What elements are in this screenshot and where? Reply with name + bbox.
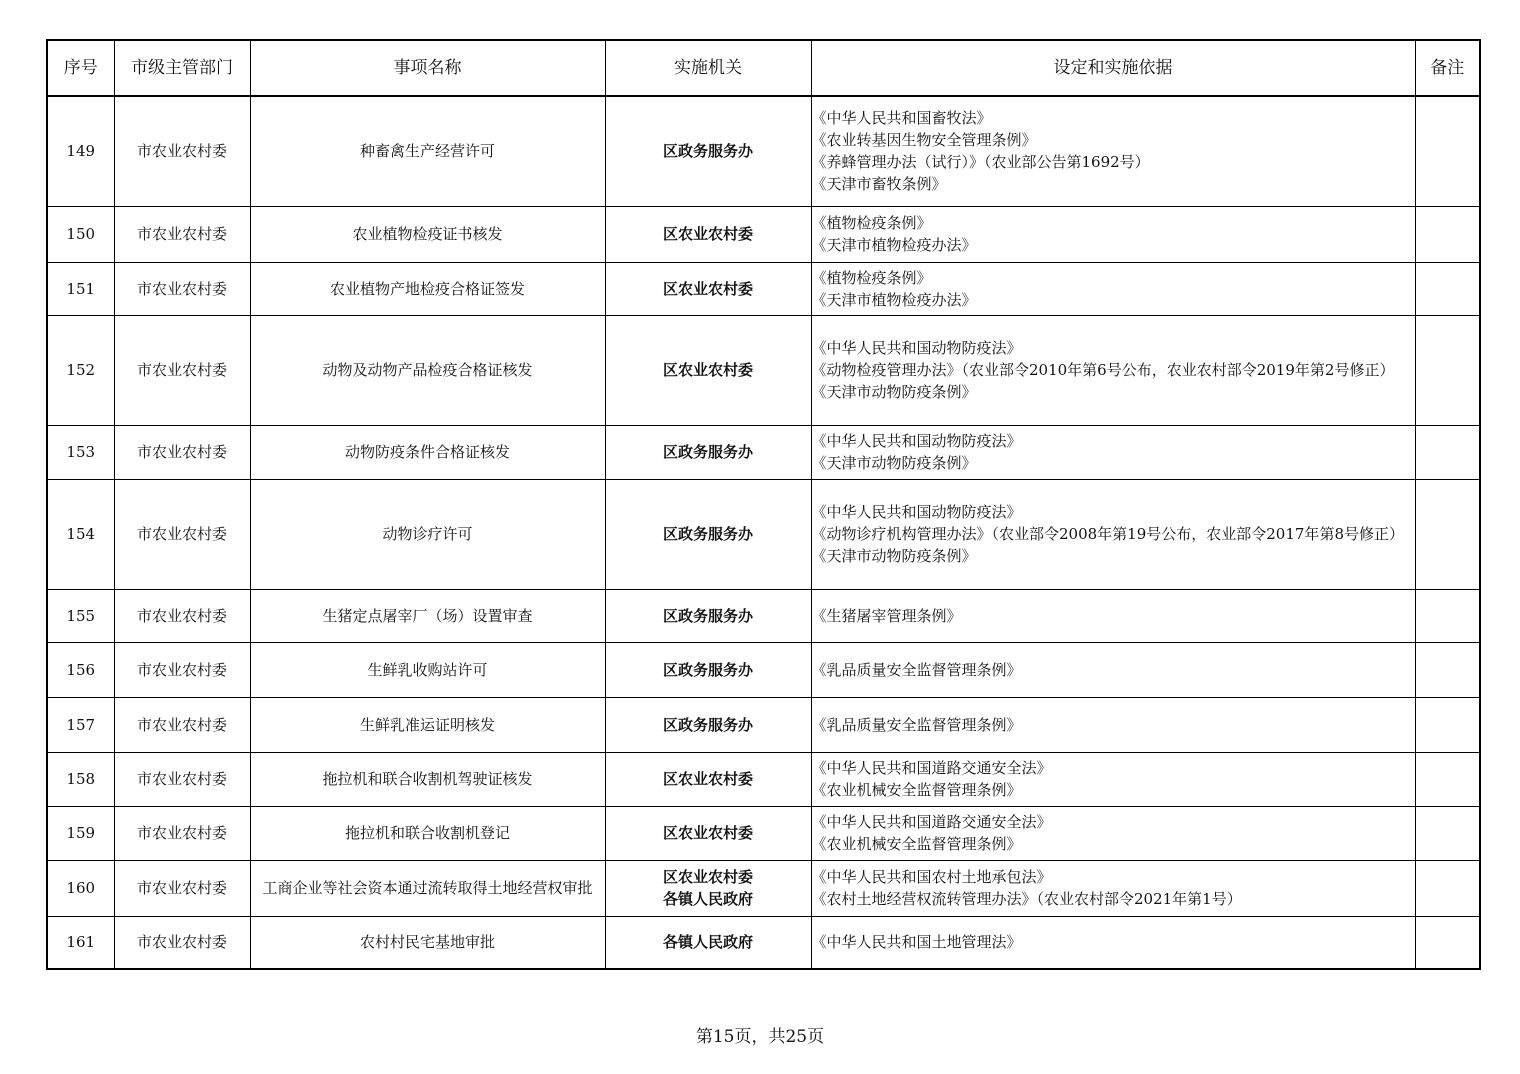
basis-line: 《动物诊疗机构管理办法》（农业部令2008年第19号公布，农业部令2017年第8号修正） [811, 525, 1404, 543]
row-note [1415, 206, 1480, 262]
basis-line: 《生猪屠宰管理条例》 [811, 606, 962, 625]
basis-line: 《中华人民共和国畜牧法》 [811, 109, 992, 128]
row-note [1415, 806, 1480, 860]
basis-line: 《天津市植物检疫办法》 [811, 290, 977, 309]
row-number: 149 [47, 96, 114, 206]
row-item-name: 动物防疫条件合格证核发 [250, 425, 605, 479]
row-number: 150 [47, 206, 114, 262]
row-number: 158 [47, 752, 114, 806]
row-item-name: 拖拉机和联合收割机驾驶证核发 [250, 752, 605, 806]
row-implementer [605, 642, 811, 697]
table-row [47, 262, 1480, 315]
row-implementer [605, 96, 811, 206]
basis-line: 《中华人民共和国动物防疫法》 [811, 339, 1022, 357]
basis-line: 《中华人民共和国动物防疫法》 [811, 432, 1022, 450]
basis-line: 《天津市动物防疫条例》 [811, 547, 977, 565]
row-implementer [605, 806, 811, 860]
table-row [47, 425, 1480, 479]
table-row [47, 315, 1480, 425]
basis-line: 《养蜂管理办法（试行）》（农业部公告第1692号） [811, 153, 1150, 172]
implementer-line: 区农业农村委 [662, 770, 753, 788]
row-implementer [605, 315, 811, 425]
implementer-line: 区政务服务办 [662, 142, 753, 161]
basis-line: 《动物检疫管理办法》（农业部令2010年第6号公布，农业农村部令2019年第2号修正） [811, 361, 1395, 379]
implementer-line: 区政务服务办 [662, 443, 753, 461]
table-row [47, 752, 1480, 806]
row-implementer [605, 752, 811, 806]
basis-line: 《乳品质量安全监督管理条例》 [811, 660, 1022, 679]
row-basis [811, 479, 1415, 589]
row-dept: 市农业农村委 [114, 916, 250, 969]
row-implementer [605, 860, 811, 916]
row-dept: 市农业农村委 [114, 479, 250, 589]
implementer-line: 区农业农村委 [662, 868, 753, 886]
row-implementer [605, 262, 811, 315]
basis-line: 《乳品质量安全监督管理条例》 [811, 715, 1022, 734]
basis-line: 《天津市畜牧条例》 [811, 175, 947, 194]
row-basis [811, 206, 1415, 262]
row-dept: 市农业农村委 [114, 206, 250, 262]
row-implementer [605, 425, 811, 479]
row-note [1415, 916, 1480, 969]
row-basis [811, 96, 1415, 206]
basis-line: 《中华人民共和国动物防疫法》 [811, 503, 1022, 521]
row-item-name: 工商企业等社会资本通过流转取得土地经营权审批 [250, 860, 605, 916]
row-item-name: 农村村民宅基地审批 [250, 916, 605, 969]
row-implementer [605, 697, 811, 752]
basis-line: 《农业机械安全监督管理条例》 [811, 835, 1022, 853]
basis-line: 《农村土地经营权流转管理办法》（农业农村部令2021年第1号） [811, 890, 1242, 908]
basis-line: 《中华人民共和国农村土地承包法》 [811, 868, 1052, 886]
row-item-name: 种畜禽生产经营许可 [250, 96, 605, 206]
row-number: 153 [47, 425, 114, 479]
basis-line: 《植物检疫条例》 [811, 214, 932, 232]
row-number: 160 [47, 860, 114, 916]
row-note [1415, 752, 1480, 806]
permit-table [46, 39, 1481, 970]
basis-line: 《中华人民共和国土地管理法》 [811, 933, 1022, 952]
row-item-name: 动物及动物产品检疫合格证核发 [250, 315, 605, 425]
implementer-line: 区政务服务办 [662, 660, 753, 679]
row-implementer [605, 206, 811, 262]
row-implementer [605, 916, 811, 969]
row-basis [811, 916, 1415, 969]
basis-line: 《天津市动物防疫条例》 [811, 383, 977, 401]
implementer-line: 区农业农村委 [662, 225, 753, 243]
table-row [47, 860, 1480, 916]
row-dept: 市农业农村委 [114, 589, 250, 642]
col-header-no: 序号 [47, 40, 114, 96]
row-number: 152 [47, 315, 114, 425]
col-header-item: 事项名称 [250, 40, 605, 96]
table-row [47, 589, 1480, 642]
basis-line: 《农业机械安全监督管理条例》 [811, 781, 1022, 799]
row-number: 155 [47, 589, 114, 642]
row-dept: 市农业农村委 [114, 806, 250, 860]
row-basis [811, 315, 1415, 425]
row-item-name: 动物诊疗许可 [250, 479, 605, 589]
row-note [1415, 642, 1480, 697]
row-basis [811, 589, 1415, 642]
header-row [47, 40, 1480, 96]
row-number: 157 [47, 697, 114, 752]
row-dept: 市农业农村委 [114, 860, 250, 916]
basis-line: 《天津市植物检疫办法》 [811, 236, 977, 254]
basis-line: 《农业转基因生物安全管理条例》 [811, 131, 1037, 150]
col-header-basis: 设定和实施依据 [811, 40, 1415, 96]
row-dept: 市农业农村委 [114, 752, 250, 806]
row-number: 159 [47, 806, 114, 860]
row-dept: 市农业农村委 [114, 315, 250, 425]
col-header-note: 备注 [1415, 40, 1480, 96]
row-number: 154 [47, 479, 114, 589]
row-dept: 市农业农村委 [114, 642, 250, 697]
page-footer: 第15页，共25页 [695, 1027, 825, 1047]
row-number: 161 [47, 916, 114, 969]
row-note [1415, 697, 1480, 752]
row-dept: 市农业农村委 [114, 96, 250, 206]
row-basis [811, 262, 1415, 315]
implementer-line: 各镇人民政府 [662, 933, 753, 952]
implementer-line: 区农业农村委 [662, 361, 753, 379]
basis-line: 《植物检疫条例》 [811, 268, 932, 287]
row-item-name: 生鲜乳收购站许可 [250, 642, 605, 697]
row-dept: 市农业农村委 [114, 697, 250, 752]
basis-line: 《中华人民共和国道路交通安全法》 [811, 813, 1052, 831]
implementer-line: 区政务服务办 [662, 606, 753, 625]
row-dept: 市农业农村委 [114, 262, 250, 315]
implementer-line: 区政务服务办 [662, 715, 753, 734]
row-basis [811, 642, 1415, 697]
row-note [1415, 479, 1480, 589]
row-number: 156 [47, 642, 114, 697]
table-row [47, 206, 1480, 262]
row-basis [811, 806, 1415, 860]
row-note [1415, 425, 1480, 479]
table-body [47, 96, 1480, 969]
row-dept: 市农业农村委 [114, 425, 250, 479]
implementer-line: 区农业农村委 [662, 824, 753, 842]
row-item-name: 生猪定点屠宰厂（场）设置审查 [250, 589, 605, 642]
table-row [47, 806, 1480, 860]
row-note [1415, 315, 1480, 425]
row-basis [811, 860, 1415, 916]
table-row [47, 916, 1480, 969]
row-note [1415, 262, 1480, 315]
row-item-name: 农业植物检疫证书核发 [250, 206, 605, 262]
implementer-line: 区政务服务办 [662, 525, 753, 543]
basis-line: 《天津市动物防疫条例》 [811, 454, 977, 472]
row-basis [811, 425, 1415, 479]
implementer-line: 区农业农村委 [662, 279, 753, 298]
table-row [47, 697, 1480, 752]
row-number: 151 [47, 262, 114, 315]
row-note [1415, 589, 1480, 642]
basis-line: 《中华人民共和国道路交通安全法》 [811, 759, 1052, 777]
table-row [47, 96, 1480, 206]
row-item-name: 拖拉机和联合收割机登记 [250, 806, 605, 860]
row-note [1415, 860, 1480, 916]
row-implementer [605, 589, 811, 642]
row-item-name: 生鲜乳准运证明核发 [250, 697, 605, 752]
row-implementer [605, 479, 811, 589]
table-row [47, 479, 1480, 589]
row-item-name: 农业植物产地检疫合格证签发 [250, 262, 605, 315]
implementer-line: 各镇人民政府 [662, 890, 753, 908]
table-row [47, 642, 1480, 697]
row-basis [811, 697, 1415, 752]
col-header-impl: 实施机关 [605, 40, 811, 96]
row-basis [811, 752, 1415, 806]
row-note [1415, 96, 1480, 206]
col-header-dept: 市级主管部门 [114, 40, 250, 96]
